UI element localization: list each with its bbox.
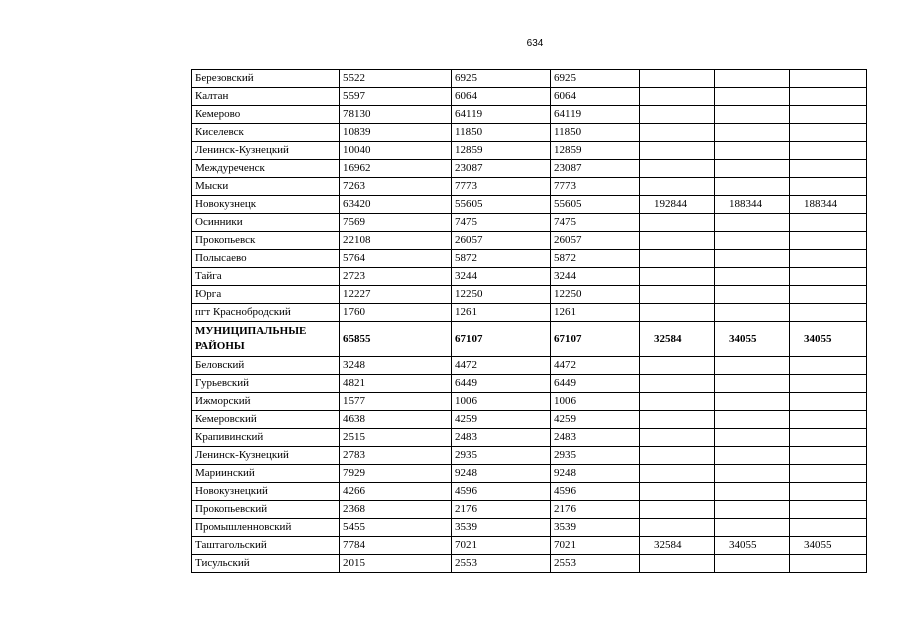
value-cell-v2: 4472 bbox=[452, 357, 551, 375]
value-cell-v6 bbox=[790, 286, 867, 304]
value-cell-v6 bbox=[790, 268, 867, 286]
value-cell-v1: 4638 bbox=[340, 411, 452, 429]
value-cell-v5 bbox=[715, 483, 790, 501]
value-cell-v2: 26057 bbox=[452, 232, 551, 250]
value-cell-v2: 6925 bbox=[452, 70, 551, 88]
value-cell-v2: 6064 bbox=[452, 88, 551, 106]
municipality-name-cell: Киселевск bbox=[192, 124, 340, 142]
table-row bbox=[192, 88, 867, 106]
value-cell-v3: 26057 bbox=[551, 232, 640, 250]
value-cell-v5 bbox=[715, 250, 790, 268]
municipality-name-cell: Новокузнецкий bbox=[192, 483, 340, 501]
value-cell-v3: 2935 bbox=[551, 447, 640, 465]
value-cell-v6 bbox=[790, 447, 867, 465]
value-cell-v1: 2368 bbox=[340, 501, 452, 519]
value-cell-v1: 4821 bbox=[340, 375, 452, 393]
table-row bbox=[192, 124, 867, 142]
value-cell-v3: 67107 bbox=[551, 322, 640, 357]
value-cell-v5 bbox=[715, 142, 790, 160]
value-cell-v4 bbox=[640, 393, 715, 411]
value-cell-v5 bbox=[715, 465, 790, 483]
value-cell-v4 bbox=[640, 268, 715, 286]
municipality-name-cell: Кемерово bbox=[192, 106, 340, 124]
value-cell-v4 bbox=[640, 375, 715, 393]
municipality-name-cell: Прокопьевск bbox=[192, 232, 340, 250]
value-cell-v3: 2176 bbox=[551, 501, 640, 519]
value-cell-v5 bbox=[715, 124, 790, 142]
municipality-name-cell: Междуреченск bbox=[192, 160, 340, 178]
value-cell-v6 bbox=[790, 411, 867, 429]
value-cell-v5 bbox=[715, 268, 790, 286]
value-cell-v1: 78130 bbox=[340, 106, 452, 124]
value-cell-v1: 5522 bbox=[340, 70, 452, 88]
table-row bbox=[192, 250, 867, 268]
municipality-name-cell: Калтан bbox=[192, 88, 340, 106]
value-cell-v3: 11850 bbox=[551, 124, 640, 142]
table-row bbox=[192, 537, 867, 555]
municipality-name-cell: пгт Краснобродский bbox=[192, 304, 340, 322]
value-cell-v3: 3539 bbox=[551, 519, 640, 537]
municipality-name-cell: Мыски bbox=[192, 178, 340, 196]
value-cell-v5 bbox=[715, 304, 790, 322]
value-cell-v1: 16962 bbox=[340, 160, 452, 178]
value-cell-v1: 22108 bbox=[340, 232, 452, 250]
table-row bbox=[192, 375, 867, 393]
value-cell-v3: 12859 bbox=[551, 142, 640, 160]
table-row bbox=[192, 483, 867, 501]
municipality-name-cell: Крапивинский bbox=[192, 429, 340, 447]
value-cell-v5 bbox=[715, 106, 790, 124]
value-cell-v2: 2935 bbox=[452, 447, 551, 465]
table-row bbox=[192, 232, 867, 250]
value-cell-v6: 34055 bbox=[790, 537, 867, 555]
value-cell-v3: 2553 bbox=[551, 555, 640, 573]
table-row bbox=[192, 304, 867, 322]
value-cell-v5 bbox=[715, 411, 790, 429]
municipality-name-cell: Мариинский bbox=[192, 465, 340, 483]
value-cell-v3: 1006 bbox=[551, 393, 640, 411]
municipality-name-cell: Таштагольский bbox=[192, 537, 340, 555]
value-cell-v5 bbox=[715, 70, 790, 88]
value-cell-v1: 7569 bbox=[340, 214, 452, 232]
value-cell-v5 bbox=[715, 429, 790, 447]
table-row bbox=[192, 286, 867, 304]
value-cell-v3: 4472 bbox=[551, 357, 640, 375]
value-cell-v4 bbox=[640, 106, 715, 124]
value-cell-v4: 192844 bbox=[640, 196, 715, 214]
municipality-name-cell: Полысаево bbox=[192, 250, 340, 268]
value-cell-v4 bbox=[640, 124, 715, 142]
value-cell-v3: 1261 bbox=[551, 304, 640, 322]
value-cell-v6 bbox=[790, 160, 867, 178]
value-cell-v1: 7784 bbox=[340, 537, 452, 555]
table-row bbox=[192, 555, 867, 573]
value-cell-v5 bbox=[715, 357, 790, 375]
value-cell-v4 bbox=[640, 142, 715, 160]
value-cell-v4 bbox=[640, 178, 715, 196]
value-cell-v3: 7475 bbox=[551, 214, 640, 232]
value-cell-v4 bbox=[640, 447, 715, 465]
municipality-name-cell: Кемеровский bbox=[192, 411, 340, 429]
value-cell-v1: 2515 bbox=[340, 429, 452, 447]
value-cell-v1: 10040 bbox=[340, 142, 452, 160]
value-cell-v4 bbox=[640, 286, 715, 304]
value-cell-v5 bbox=[715, 232, 790, 250]
value-cell-v6 bbox=[790, 501, 867, 519]
value-cell-v1: 5455 bbox=[340, 519, 452, 537]
value-cell-v4 bbox=[640, 483, 715, 501]
value-cell-v1: 5764 bbox=[340, 250, 452, 268]
value-cell-v6 bbox=[790, 178, 867, 196]
value-cell-v2: 2176 bbox=[452, 501, 551, 519]
table-row bbox=[192, 465, 867, 483]
value-cell-v3: 6449 bbox=[551, 375, 640, 393]
value-cell-v3: 7773 bbox=[551, 178, 640, 196]
table-row bbox=[192, 160, 867, 178]
value-cell-v6 bbox=[790, 465, 867, 483]
value-cell-v1: 7263 bbox=[340, 178, 452, 196]
value-cell-v2: 2483 bbox=[452, 429, 551, 447]
table-row bbox=[192, 106, 867, 124]
municipal-data-table bbox=[191, 69, 867, 573]
value-cell-v6 bbox=[790, 519, 867, 537]
value-cell-v3: 4596 bbox=[551, 483, 640, 501]
table-row bbox=[192, 178, 867, 196]
value-cell-v5 bbox=[715, 286, 790, 304]
value-cell-v5: 34055 bbox=[715, 322, 790, 357]
value-cell-v2: 3244 bbox=[452, 268, 551, 286]
value-cell-v5 bbox=[715, 160, 790, 178]
value-cell-v3: 23087 bbox=[551, 160, 640, 178]
value-cell-v6 bbox=[790, 88, 867, 106]
value-cell-v5 bbox=[715, 555, 790, 573]
value-cell-v6 bbox=[790, 124, 867, 142]
municipality-name-cell: Ленинск-Кузнецкий bbox=[192, 447, 340, 465]
value-cell-v6: 188344 bbox=[790, 196, 867, 214]
value-cell-v2: 7773 bbox=[452, 178, 551, 196]
value-cell-v3: 12250 bbox=[551, 286, 640, 304]
value-cell-v5 bbox=[715, 178, 790, 196]
table-row bbox=[192, 142, 867, 160]
value-cell-v1: 63420 bbox=[340, 196, 452, 214]
value-cell-v5 bbox=[715, 501, 790, 519]
value-cell-v4 bbox=[640, 357, 715, 375]
value-cell-v2: 7021 bbox=[452, 537, 551, 555]
table-row bbox=[192, 196, 867, 214]
value-cell-v3: 9248 bbox=[551, 465, 640, 483]
value-cell-v6 bbox=[790, 304, 867, 322]
value-cell-v1: 2783 bbox=[340, 447, 452, 465]
value-cell-v4 bbox=[640, 304, 715, 322]
value-cell-v6 bbox=[790, 483, 867, 501]
value-cell-v2: 9248 bbox=[452, 465, 551, 483]
value-cell-v2: 64119 bbox=[452, 106, 551, 124]
municipality-name-cell: Беловский bbox=[192, 357, 340, 375]
page-number: 634 bbox=[526, 38, 544, 49]
table-body bbox=[192, 70, 867, 573]
value-cell-v6 bbox=[790, 375, 867, 393]
value-cell-v2: 12250 bbox=[452, 286, 551, 304]
table-row bbox=[192, 393, 867, 411]
value-cell-v2: 67107 bbox=[452, 322, 551, 357]
value-cell-v2: 4596 bbox=[452, 483, 551, 501]
table-row bbox=[192, 447, 867, 465]
value-cell-v3: 2483 bbox=[551, 429, 640, 447]
table-row bbox=[192, 214, 867, 232]
value-cell-v1: 5597 bbox=[340, 88, 452, 106]
value-cell-v4 bbox=[640, 70, 715, 88]
value-cell-v6 bbox=[790, 250, 867, 268]
value-cell-v5 bbox=[715, 519, 790, 537]
value-cell-v1: 12227 bbox=[340, 286, 452, 304]
value-cell-v1: 1760 bbox=[340, 304, 452, 322]
value-cell-v1: 7929 bbox=[340, 465, 452, 483]
value-cell-v3: 7021 bbox=[551, 537, 640, 555]
value-cell-v2: 1006 bbox=[452, 393, 551, 411]
value-cell-v2: 12859 bbox=[452, 142, 551, 160]
value-cell-v5 bbox=[715, 447, 790, 465]
value-cell-v2: 3539 bbox=[452, 519, 551, 537]
value-cell-v4 bbox=[640, 411, 715, 429]
table-row bbox=[192, 322, 867, 357]
value-cell-v4 bbox=[640, 465, 715, 483]
value-cell-v4 bbox=[640, 250, 715, 268]
value-cell-v3: 4259 bbox=[551, 411, 640, 429]
value-cell-v2: 1261 bbox=[452, 304, 551, 322]
municipality-name-cell: Березовский bbox=[192, 70, 340, 88]
value-cell-v2: 6449 bbox=[452, 375, 551, 393]
value-cell-v6: 34055 bbox=[790, 322, 867, 357]
value-cell-v6 bbox=[790, 429, 867, 447]
value-cell-v3: 5872 bbox=[551, 250, 640, 268]
value-cell-v4: 32584 bbox=[640, 537, 715, 555]
value-cell-v4 bbox=[640, 214, 715, 232]
value-cell-v4 bbox=[640, 429, 715, 447]
municipality-name-cell: Ижморский bbox=[192, 393, 340, 411]
value-cell-v2: 5872 bbox=[452, 250, 551, 268]
value-cell-v1: 10839 bbox=[340, 124, 452, 142]
value-cell-v5 bbox=[715, 393, 790, 411]
value-cell-v5 bbox=[715, 375, 790, 393]
table-row bbox=[192, 411, 867, 429]
value-cell-v1: 1577 bbox=[340, 393, 452, 411]
value-cell-v1: 4266 bbox=[340, 483, 452, 501]
value-cell-v6 bbox=[790, 555, 867, 573]
value-cell-v6 bbox=[790, 106, 867, 124]
municipality-name-cell: Тайга bbox=[192, 268, 340, 286]
value-cell-v3: 3244 bbox=[551, 268, 640, 286]
municipality-name-cell: Прокопьевский bbox=[192, 501, 340, 519]
value-cell-v6 bbox=[790, 357, 867, 375]
municipality-name-cell: Новокузнецк bbox=[192, 196, 340, 214]
value-cell-v2: 2553 bbox=[452, 555, 551, 573]
value-cell-v6 bbox=[790, 214, 867, 232]
value-cell-v6 bbox=[790, 393, 867, 411]
value-cell-v3: 6925 bbox=[551, 70, 640, 88]
value-cell-v4 bbox=[640, 555, 715, 573]
value-cell-v4 bbox=[640, 232, 715, 250]
value-cell-v5 bbox=[715, 88, 790, 106]
municipality-name-cell: Промышленновский bbox=[192, 519, 340, 537]
value-cell-v3: 6064 bbox=[551, 88, 640, 106]
table-row bbox=[192, 501, 867, 519]
value-cell-v1: 2015 bbox=[340, 555, 452, 573]
value-cell-v2: 7475 bbox=[452, 214, 551, 232]
municipality-name-cell: Гурьевский bbox=[192, 375, 340, 393]
municipality-name-cell: Ленинск-Кузнецкий bbox=[192, 142, 340, 160]
municipality-name-cell: Осинники bbox=[192, 214, 340, 232]
value-cell-v2: 4259 bbox=[452, 411, 551, 429]
value-cell-v6 bbox=[790, 232, 867, 250]
value-cell-v4: 32584 bbox=[640, 322, 715, 357]
table-row bbox=[192, 519, 867, 537]
value-cell-v5: 188344 bbox=[715, 196, 790, 214]
value-cell-v4 bbox=[640, 160, 715, 178]
table-row bbox=[192, 429, 867, 447]
value-cell-v6 bbox=[790, 70, 867, 88]
municipality-name-cell: МУНИЦИПАЛЬНЫЕ РАЙОНЫ bbox=[192, 322, 340, 357]
value-cell-v1: 65855 bbox=[340, 322, 452, 357]
value-cell-v1: 3248 bbox=[340, 357, 452, 375]
value-cell-v2: 11850 bbox=[452, 124, 551, 142]
value-cell-v5: 34055 bbox=[715, 537, 790, 555]
value-cell-v5 bbox=[715, 214, 790, 232]
value-cell-v2: 55605 bbox=[452, 196, 551, 214]
municipality-name-cell: Юрга bbox=[192, 286, 340, 304]
value-cell-v4 bbox=[640, 501, 715, 519]
value-cell-v3: 55605 bbox=[551, 196, 640, 214]
value-cell-v6 bbox=[790, 142, 867, 160]
table-row bbox=[192, 357, 867, 375]
value-cell-v1: 2723 bbox=[340, 268, 452, 286]
value-cell-v3: 64119 bbox=[551, 106, 640, 124]
value-cell-v4 bbox=[640, 88, 715, 106]
table-row bbox=[192, 268, 867, 286]
value-cell-v4 bbox=[640, 519, 715, 537]
value-cell-v2: 23087 bbox=[452, 160, 551, 178]
table-row bbox=[192, 70, 867, 88]
municipality-name-cell: Тисульский bbox=[192, 555, 340, 573]
